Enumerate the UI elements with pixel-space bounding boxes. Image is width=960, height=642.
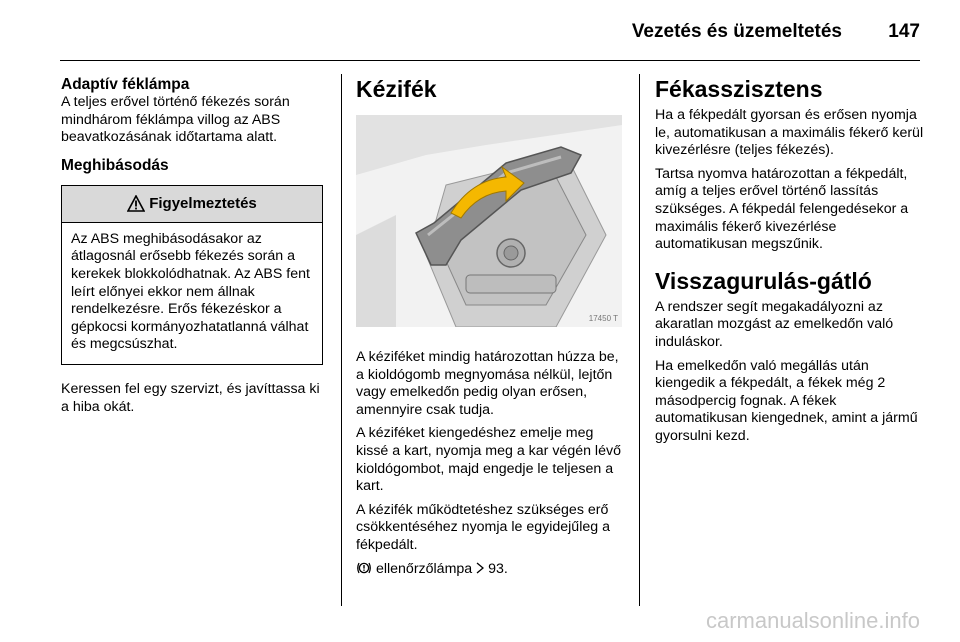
parking-brake-illustration [356,115,622,327]
column-divider [639,74,640,606]
paragraph: A kéziféket mindig határozottan húzza be, a kioldógomb megnyomása nélkül, lejtőn vagy emelkedőn pedig olyan erősen, amennyire csak tudja. [356,349,619,418]
column-2 [356,76,624,584]
column-3 [655,76,925,452]
paragraph: A teljes erővel történő fékezés során mindhárom féklámpa villog az ABS beavatkozásának időtartama alatt. [61,94,290,146]
header-title: Vezetés és üzemeltetés [631,21,842,42]
warning-header [62,186,322,223]
section-heading-adaptive-brake-light: Adaptív féklámpa [61,76,190,93]
column-divider [341,74,342,606]
page-reference-arrow-icon [476,561,484,575]
header-rule [60,60,920,61]
section-heading-parking-brake: Kézifék [356,76,437,102]
section-heading-hill-start-assist: Visszagurulás-gátló [655,267,872,294]
paragraph: A rendszer segít megakadályozni az akaratlan mozgást az emelkedőn való induláskor. [655,298,894,350]
column-1 [61,76,323,422]
section-heading-brake-assist: Fékasszisztens [655,76,823,102]
warning-box [61,185,323,365]
warning-triangle-icon [127,195,145,212]
paragraph: A kézifék működtetéshez szükséges erő csökkentéséhez nyomja le egyidejűleg a fékpedált. [356,501,610,553]
warning-body [62,223,322,364]
paragraph: Ha a fékpedált gyorsan és erősen nyomja le, automatikusan a maximális fékerő kerül kivezérlésre (teljes fékezés). [655,107,924,159]
ref-page[interactable]: 93. [488,560,508,577]
brake-warning-lamp-icon [356,561,372,575]
figure-label: 17450 T [588,314,618,323]
paragraph: Keressen fel egy szervizt, és javíttassa ki a hiba okát. [61,380,320,415]
ref-text: ellenőrzőlámpa [375,560,473,577]
paragraph: A kéziféket kiengedéshez emelje meg kissé a kart, nyomja meg a kar végén lévő kioldógombot, majd engedje le teljesen a kart. [356,425,621,495]
paragraph: Tartsa nyomva határozottan a fékpedált, amíg a teljes erővel történő lassítás szükséges. A fékpedál felengedésekor a maximális fékerő kivezérlése automatikusan megszűnik. [655,165,909,253]
paragraph: Ha emelkedőn való megállás után kiengedik a fékpedált, a fékek még 2 másodpercig fognak. A fékek automatikusan kiengednek, amint a jármű gyorsulni kezd. [655,357,918,444]
parking-brake-drawing [356,115,622,327]
subheading-malfunction: Meghibásodás [61,156,169,174]
watermark: carmanualsonline.info [705,608,920,633]
page-number: 147 [888,21,920,42]
page-header [0,0,960,60]
warning-title: Figyelmeztetés [149,195,257,213]
warning-text: Az ABS meghibásodásakor az átlagosnál erősebb fékezés során a kerekek blokkolódhatnak. Az ABS fent leírt előnyei ekkor nem állnak rendelkezésre. Erős fékezéskor a gépkocsi kormányozhatatlanná válhat és megcsúszhat. [71,230,310,353]
cross-reference [356,561,624,579]
